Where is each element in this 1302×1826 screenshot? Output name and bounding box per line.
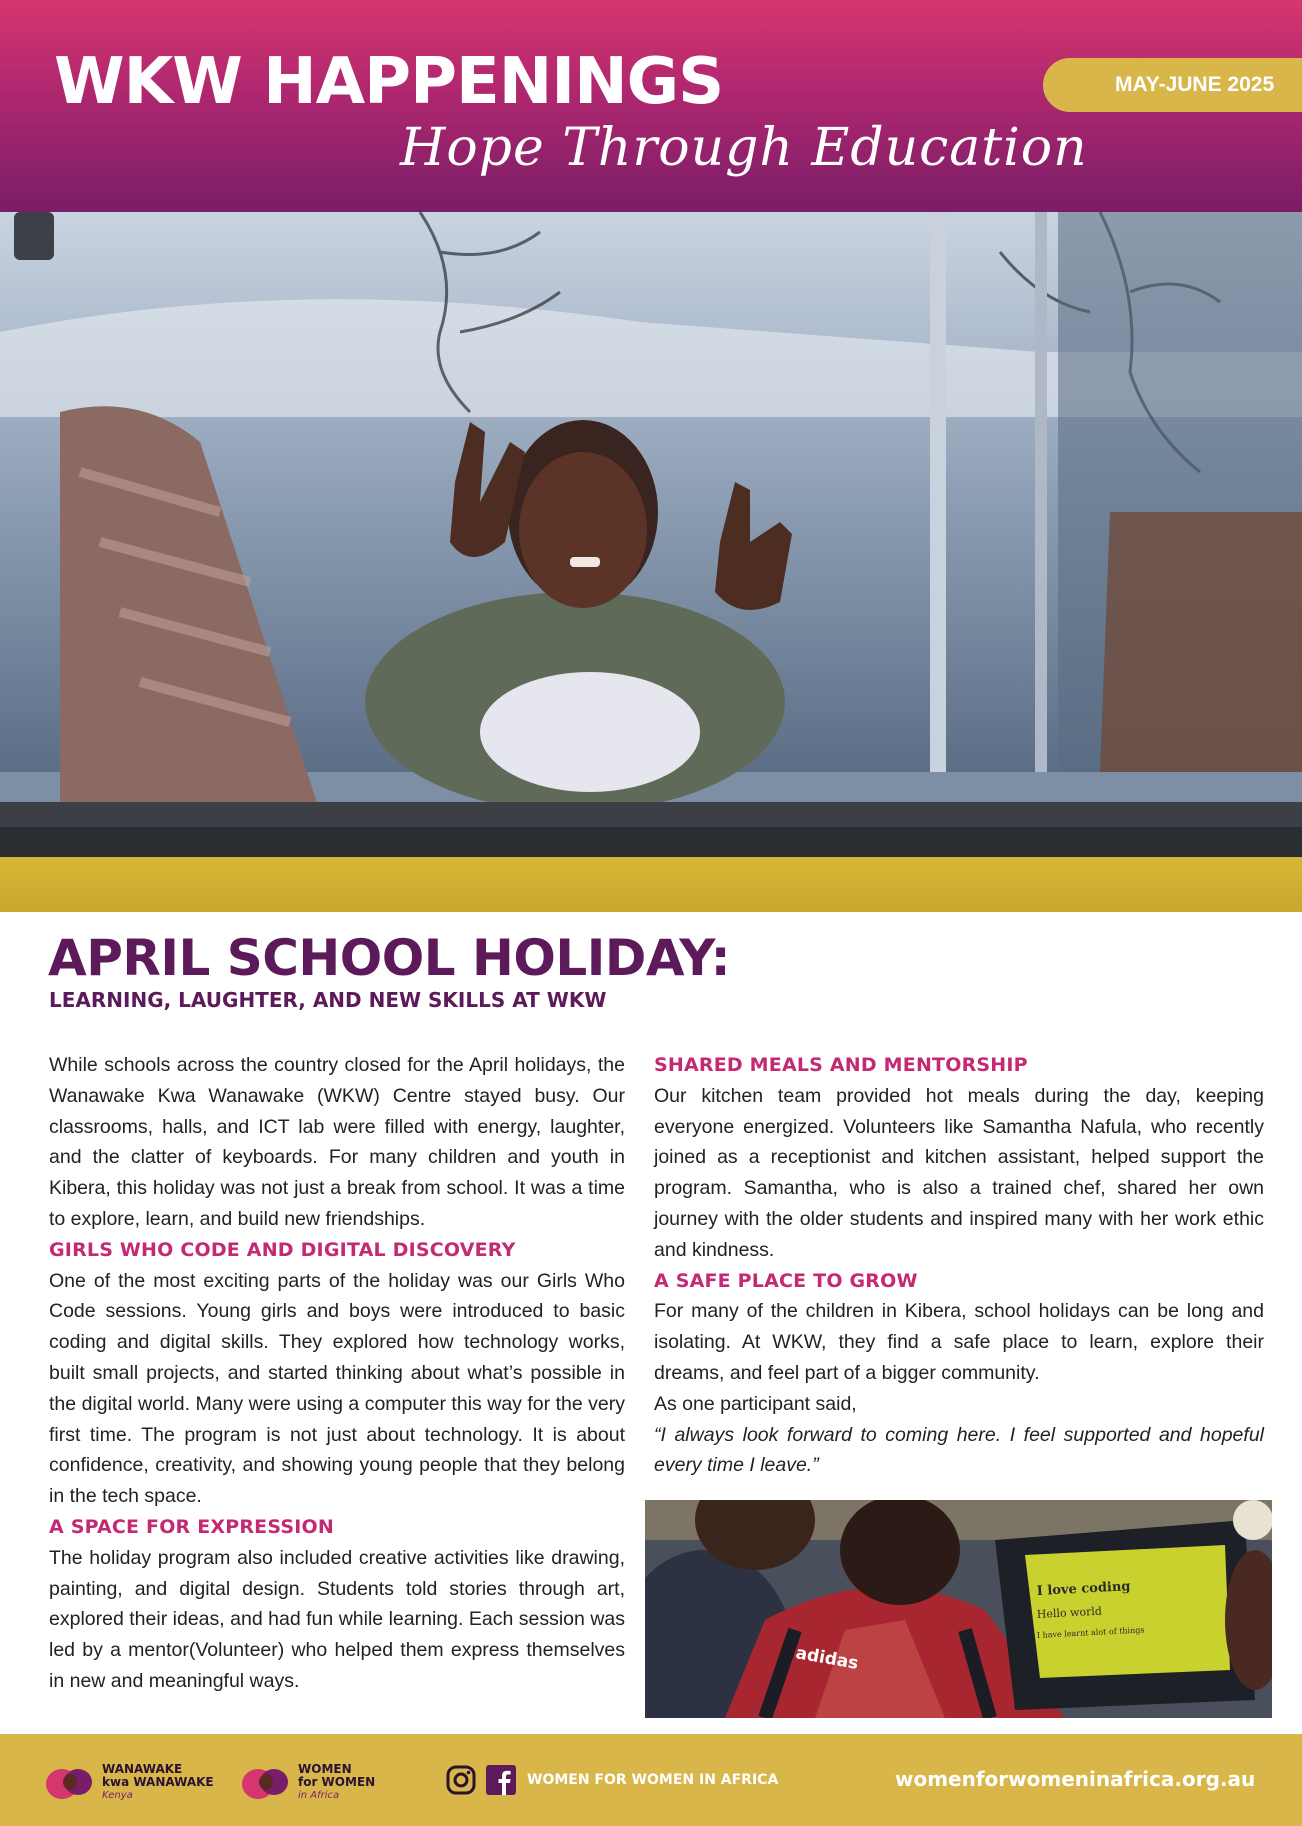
website-link[interactable]: womenforwomeninafrica.org.au bbox=[895, 1767, 1256, 1791]
article-subheadline: LEARNING, LAUGHTER, AND NEW SKILLS AT WKW bbox=[49, 988, 607, 1012]
wkw-logo-line-2: kwa WANAWAKE bbox=[102, 1774, 214, 1789]
instagram-icon[interactable] bbox=[445, 1764, 477, 1796]
newsletter-tagline: Hope Through Education bbox=[400, 118, 1088, 178]
wkw-logo-line-3: Kenya bbox=[102, 1789, 133, 1801]
wkw-logo-line-1: WANAWAKE bbox=[102, 1761, 183, 1776]
wkw-logo-icon bbox=[44, 1762, 96, 1802]
wfwia-logo-line-2: for WOMEN bbox=[298, 1774, 376, 1789]
screen-text-line-2: Hello world bbox=[1036, 1604, 1103, 1621]
article-headline: APRIL SCHOOL HOLIDAY: bbox=[48, 929, 731, 987]
section-heading: A SAFE PLACE TO GROW bbox=[654, 1269, 918, 1292]
students-coding-photo bbox=[645, 1500, 1272, 1718]
jacket-text: adidas bbox=[794, 1643, 860, 1674]
section-body: One of the most exciting parts of the holiday was our Girls Who Code sessions. Young girls and boys were introduced to basic coding and digital skills. They explored how technology works, built small projects, and started thinking about what’s possible in the digital world. Many were using a computer this way for the very first time. The program is not just about technology. It is about confidence, creativity, and showing young people that they belong in the tech space. bbox=[49, 1269, 625, 1508]
issue-date-badge: MAY-JUNE 2025 bbox=[1043, 58, 1302, 112]
wkw-logo[interactable] bbox=[44, 1762, 214, 1802]
section-heading: A SPACE FOR EXPRESSION bbox=[49, 1515, 335, 1538]
section-body: For many of the children in Kibera, school holidays can be long and isolating. At WKW, they find a safe place to learn, explore their dreams, and feel part of a bigger community. bbox=[654, 1300, 1264, 1384]
article-column-right bbox=[654, 1050, 1264, 1481]
wfwia-logo-line-1: WOMEN bbox=[298, 1761, 352, 1776]
students-coding-illustration bbox=[645, 1500, 1272, 1718]
hero-photo bbox=[0, 212, 1302, 912]
article-intro: While schools across the country closed for the April holidays, the Wanawake Kwa Wanawake (WKW) Centre stayed busy. Our classrooms, halls, and ICT lab were filled with energy, laughter, and the clatter of keyboards. For many children and youth in Kibera, this holiday was not just a break from school. It was a time to explore, learn, and build new friendships. bbox=[49, 1054, 625, 1230]
article-column-left bbox=[49, 1050, 625, 1697]
participant-quote: “I always look forward to coming here. I feel supported and hopeful every time I leave.” bbox=[654, 1423, 1264, 1477]
social-label: WOMEN FOR WOMEN IN AFRICA bbox=[527, 1772, 779, 1788]
section-body: The holiday program also included creative activities like drawing, painting, and digital design. Students told stories through art, explored their ideas, and had fun while learning. Each session was led by a mentor(Volunteer) who helped them express themselves in new and meaningful ways. bbox=[49, 1546, 625, 1692]
wfwia-logo-icon bbox=[240, 1762, 292, 1802]
hero-photo-illustration bbox=[0, 212, 1302, 912]
wfwia-logo[interactable] bbox=[240, 1762, 375, 1802]
screen-text-line-3: I have learnt alot of things bbox=[1036, 1625, 1145, 1640]
section-heading: GIRLS WHO CODE AND DIGITAL DISCOVERY bbox=[49, 1238, 516, 1261]
screen-text-line-1: I love coding bbox=[1036, 1579, 1131, 1599]
social-links bbox=[445, 1764, 778, 1796]
quote-lead-in: As one participant said, bbox=[654, 1392, 857, 1415]
section-heading: SHARED MEALS AND MENTORSHIP bbox=[654, 1054, 1028, 1076]
masthead bbox=[0, 0, 1302, 212]
section-body: Our kitchen team provided hot meals during the day, keeping everyone energized. Volunteers like Samantha Nafula, who recently joined as a receptionist and kitchen assistant, helped support the program. Samantha, who is also a trained chef, shared her own journey with the older students and inspired many with her work ethic and kindness. bbox=[654, 1084, 1264, 1261]
wfwia-logo-line-3: in Africa bbox=[298, 1789, 340, 1801]
facebook-icon[interactable] bbox=[485, 1764, 517, 1796]
newsletter-title: WKW HAPPENINGS bbox=[54, 45, 724, 119]
